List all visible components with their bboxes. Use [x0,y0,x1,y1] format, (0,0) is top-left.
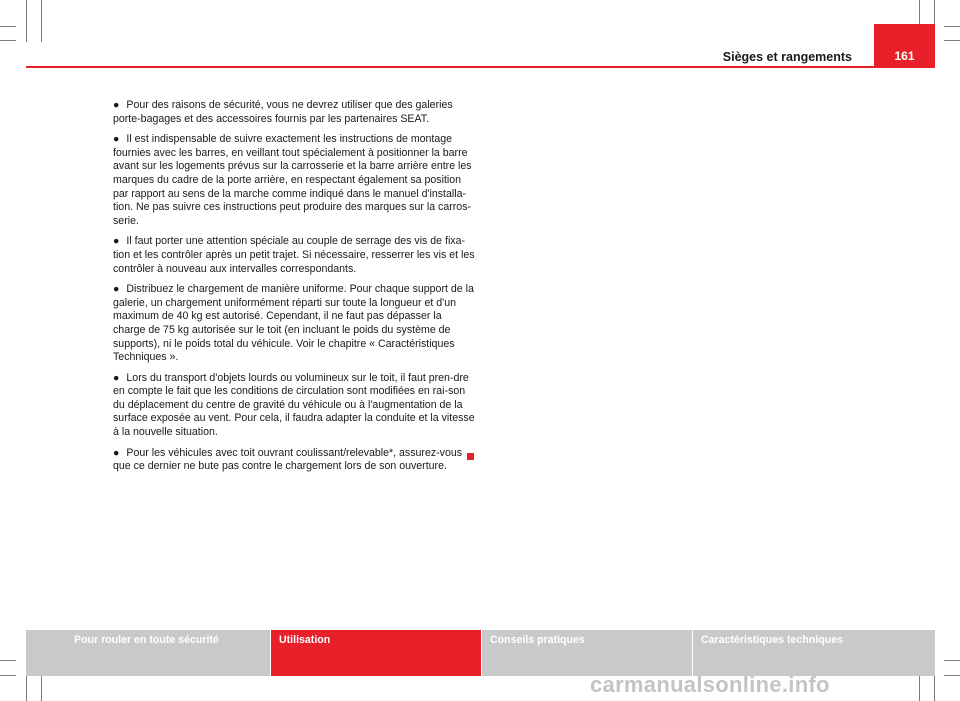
list-item-text: Pour des raisons de sécurité, vous ne devrez utiliser que des galeries porte-bagages et des accessoires fournis par les partenaires SEAT. [113,99,453,125]
crop-mark [0,675,16,676]
crop-mark [0,26,16,27]
list-item [113,372,475,440]
bullet-icon: ● [113,371,120,384]
list-item-text: Il est indispensable de suivre exactement les instructions de montage fournies avec les barres, en veillant tout spécialement à positionner la barre avant sur les logements prévus sur la carrosserie et la barre arrière entre les marques du cadre de la porte arrière, en respectant également sa position par rapport au sens de la marche comme indiqué dans le manuel d'installa-tion. Ne pas suivre ces instructions peut produire des marques sur la carros-serie. [113,133,472,227]
header-divider [26,66,935,68]
crop-mark [26,0,27,42]
list-item-text: Pour les véhicules avec toit ouvrant coulissant/relevable*, assurez-vous que ce dernier ne bute pas contre le chargement lors de son ouverture. [113,446,463,473]
list-item [113,99,475,126]
list-item [113,283,475,365]
bullet-icon: ● [113,133,120,146]
section-end-icon [467,453,474,460]
crop-mark [944,40,960,41]
bullet-icon: ● [113,99,120,111]
tab-practical-tips[interactable]: Conseils pratiques [482,630,693,676]
list-item [113,133,475,228]
crop-mark [0,40,16,41]
crop-mark [944,660,960,661]
list-item [113,447,475,474]
list-item-text: Il faut porter une attention spéciale au couple de serrage des vis de fixa-tion et les contrôler après un petit trajet. Si nécessaire, resserrer les vis et les contrôler à nouveau aux intervalles correspondants. [113,235,475,275]
tab-technical-data[interactable]: Caractéristiques techniques [693,630,935,676]
footer-nav [26,630,935,676]
list-item-text: Distribuez le chargement de manière uniforme. Pour chaque support de la galerie, un chargement uniformément réparti sur toute la longueur et d'un maximum de 40 kg est autorisé. Cependant, il ne faut pas dépasser la charge de 75 kg autorisée sur le toit (en incluant le poids du système de supports), ni le poids total du véhicule. Voir le chapitre « Caractéristiques Techniques ». [113,283,474,364]
crop-mark [944,26,960,27]
bullet-icon: ● [113,446,120,459]
tab-safety[interactable]: Pour rouler en toute sécurité [26,630,271,676]
page-number-box [874,24,935,68]
tab-operation[interactable]: Utilisation [271,630,482,676]
page-title: Sièges et rangements [722,50,852,64]
list-item [113,235,475,276]
bullet-icon: ● [113,283,120,296]
crop-mark [41,0,42,42]
crop-mark [944,675,960,676]
bullet-icon: ● [113,235,120,248]
watermark: carmanualsonline.info [590,672,830,697]
page-number: 161 [894,49,915,63]
body-text [113,99,475,481]
list-item-text: Lors du transport d'objets lourds ou volumineux sur le toit, il faut pren-dre en compte le fait que les conditions de circulation sont modifiées en rai-son du déplacement du centre de gravité du véhicule ou à l'augmentation de la surface exposée au vent. Pour cela, il faudra adapter la conduite et la vitesse à la nouvelle situation. [113,371,475,439]
crop-mark [0,660,16,661]
